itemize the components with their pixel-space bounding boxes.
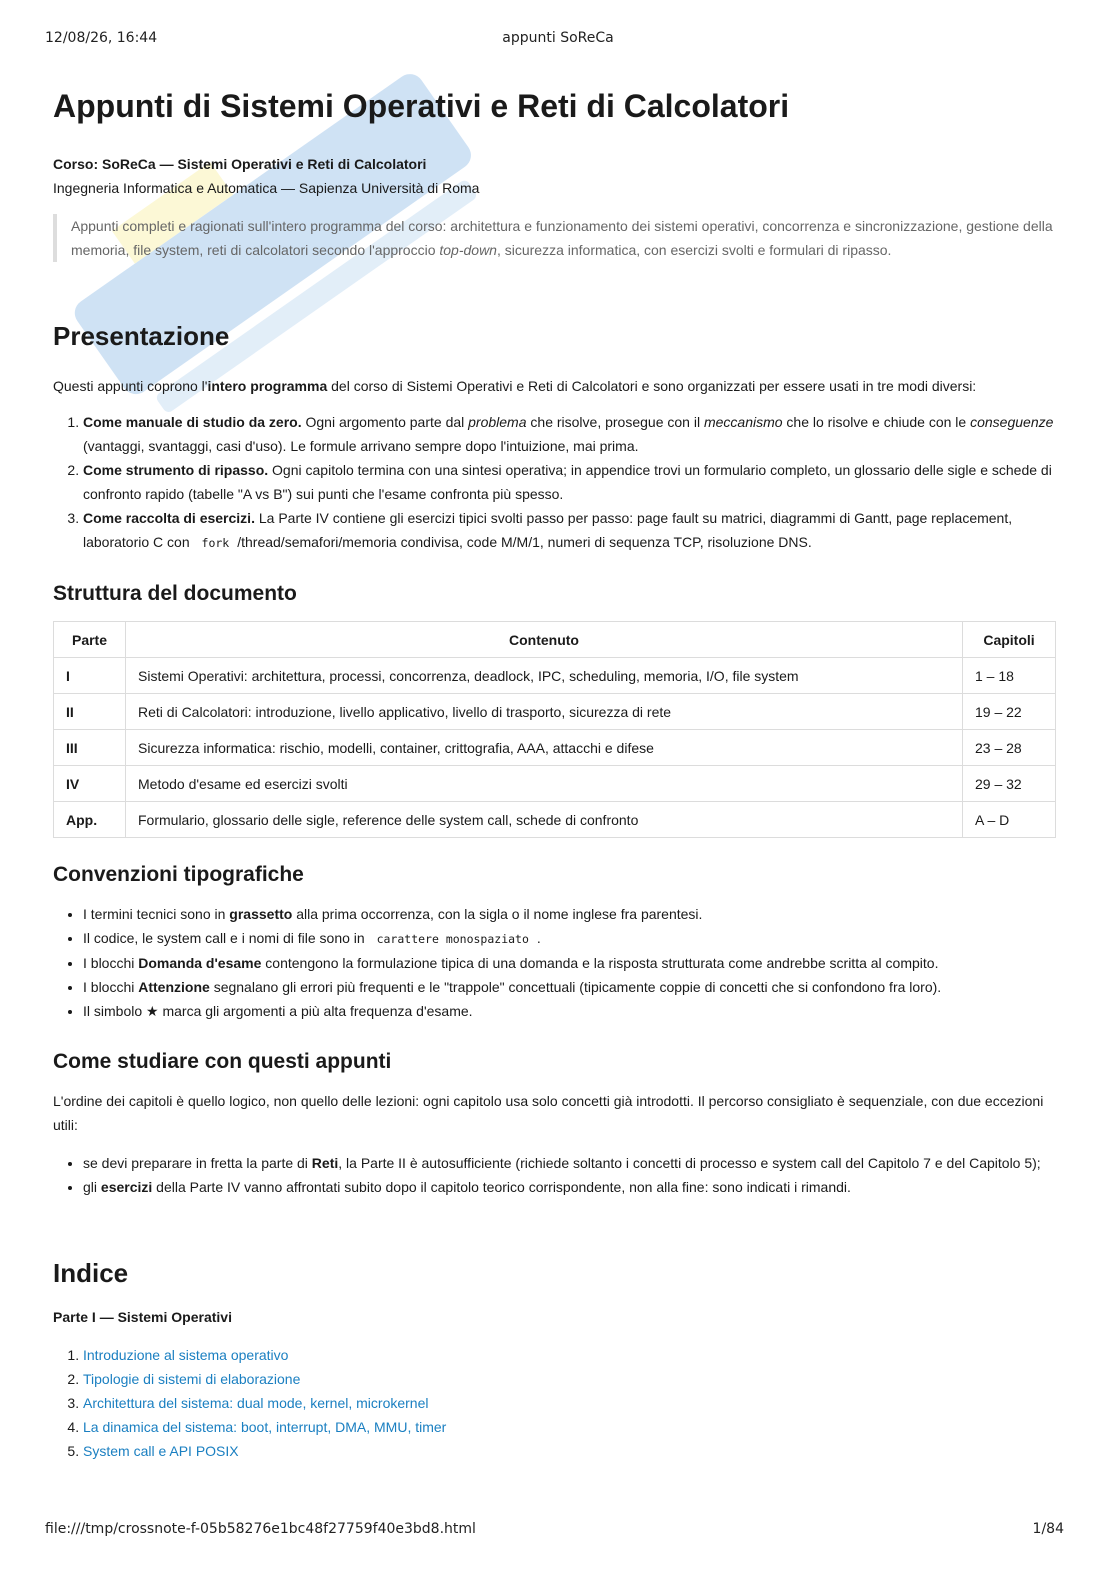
convenzioni-list [53, 902, 1056, 1023]
print-header [45, 30, 1071, 50]
inline-code: carattere monospaziato [376, 932, 529, 946]
table-row: IV Metodo d'esame ed esercizi svolti 29 – 32 [54, 766, 1056, 802]
toc-link[interactable]: System call e API POSIX [83, 1443, 239, 1459]
abstract-text: Appunti completi e ragionati sull'intero programma del corso: architettura e funzionamento dei sistemi operativi, concorrenza e sincronizzazione, gestione della memoria, file system, reti di calcolatori secondo l'approccio top-down, sicurezza informatica, con esercizi svolti e formulari di ripasso. [71, 218, 1053, 258]
presentazione-intro: Questi appunti coprono l'intero programma del corso di Sistemi Operativi e Reti di Calcolatori e sono organizzati per essere usati in tre modi diversi: [53, 378, 977, 394]
affiliation-line: Ingegneria Informatica e Automatica — Sapienza Università di Roma [53, 180, 480, 196]
toc-item [83, 1391, 1056, 1415]
table-row: I Sistemi Operativi: architettura, processi, concorrenza, deadlock, IPC, scheduling, memoria, I/O, file system 1 – 18 [54, 658, 1056, 694]
list-item: 2. Come strumento di ripasso. Ogni capitolo termina con una sintesi operativa; in appendice trovi un formulario completo, un glossario delle sigle e schede di confronto rapido (tabelle "A vs B") sui punti che l'esame confronta più spesso. [83, 458, 1056, 506]
heading-struttura: Struttura del documento [53, 582, 297, 605]
table-header: Parte [54, 622, 126, 658]
page-number: 1/84 [1032, 1521, 1064, 1537]
studiare-list [53, 1151, 1056, 1199]
indice-list [53, 1343, 1056, 1463]
toc-link[interactable]: Tipologie di sistemi di elaborazione [83, 1371, 301, 1387]
table-row: II Reti di Calcolatori: introduzione, livello applicativo, livello di trasporto, sicurezza di rete 19 – 22 [54, 694, 1056, 730]
list-item: • se devi preparare in fretta la parte di Reti, la Parte II è autosufficiente (richiede soltanto i concetti di processo e system call del Capitolo 7 e del Capitolo 5); [83, 1151, 1056, 1175]
table-header: Capitoli [963, 622, 1056, 658]
list-item: • Il simbolo ★ marca gli argomenti a più alta frequenza d'esame. [83, 999, 1056, 1023]
list-item: • I termini tecnici sono in grassetto alla prima occorrenza, con la sigla o il nome inglese fra parentesi. [83, 902, 1056, 926]
document-body [53, 84, 1056, 1463]
list-item: • gli esercizi della Parte IV vanno affrontati subito dopo il capitolo teorico corrispondente, non alla fine: sono indicati i rimandi. [83, 1175, 1056, 1199]
list-item: • Il codice, le system call e i nomi di file sono in carattere monospaziato . [83, 926, 1056, 951]
toc-item [83, 1343, 1056, 1367]
print-datetime: 12/08/26, 16:44 [45, 30, 158, 46]
print-footer [45, 1521, 1064, 1541]
toc-item [83, 1439, 1056, 1463]
abstract-quote [53, 214, 1056, 262]
indice-part1: Parte I — Sistemi Operativi [53, 1309, 232, 1325]
toc-link[interactable]: Architettura del sistema: dual mode, kernel, microkernel [83, 1395, 429, 1411]
print-url: file:///tmp/crossnote-f-05b58276e1bc48f27759f40e3bd8.html [45, 1521, 476, 1537]
struttura-table [53, 621, 1056, 838]
course-line: Corso: SoReCa — Sistemi Operativi e Reti di Calcolatori [53, 156, 427, 172]
studiare-intro: L'ordine dei capitoli è quello logico, non quello delle lezioni: ogni capitolo usa solo concetti già introdotti. Il percorso consigliato è sequenziale, con due eccezioni utili: [53, 1093, 1044, 1133]
toc-item [83, 1415, 1056, 1439]
list-item: • I blocchi Attenzione segnalano gli errori più frequenti e le "trappole" concettuali (tipicamente coppie di concetti che si confondono fra loro). [83, 975, 1056, 999]
presentazione-list [53, 410, 1056, 555]
heading-indice: Indice [53, 1258, 129, 1288]
toc-item [83, 1367, 1056, 1391]
print-title: appunti SoReCa [502, 30, 614, 46]
inline-code: fork [201, 536, 230, 550]
heading-convenzioni: Convenzioni tipografiche [53, 863, 304, 886]
table-row: III Sicurezza informatica: rischio, modelli, container, crittografia, AAA, attacchi e difese 23 – 28 [54, 730, 1056, 766]
table-header-row [54, 622, 1056, 658]
document-title: Appunti di Sistemi Operativi e Reti di Calcolatori [53, 88, 790, 124]
heading-presentazione: Presentazione [53, 321, 230, 351]
toc-link[interactable]: Introduzione al sistema operativo [83, 1347, 289, 1363]
table-header: Contenuto [126, 622, 963, 658]
list-item: 3. Come raccolta di esercizi. La Parte IV contiene gli esercizi tipici svolti passo per passo: page fault su matrici, diagrammi di Gantt, page replacement, laboratorio C con fork /thread/semafori/memoria condivisa, code M/M/1, numeri di sequenza TCP, risoluzione DNS. [83, 506, 1056, 555]
toc-link[interactable]: La dinamica del sistema: boot, interrupt, DMA, MMU, timer [83, 1419, 447, 1435]
table-row: App. Formulario, glossario delle sigle, reference delle system call, schede di confronto A – D [54, 802, 1056, 838]
list-item: • I blocchi Domanda d'esame contengono la formulazione tipica di una domanda e la risposta strutturata come andrebbe scritta al compito. [83, 951, 1056, 975]
heading-studiare: Come studiare con questi appunti [53, 1050, 392, 1073]
list-item: 1. Come manuale di studio da zero. Ogni argomento parte dal problema che risolve, prosegue con il meccanismo che lo risolve e chiude con le conseguenze (vantaggi, svantaggi, casi d'uso). Le formule arrivano sempre dopo l'intuizione, mai prima. [83, 410, 1056, 458]
